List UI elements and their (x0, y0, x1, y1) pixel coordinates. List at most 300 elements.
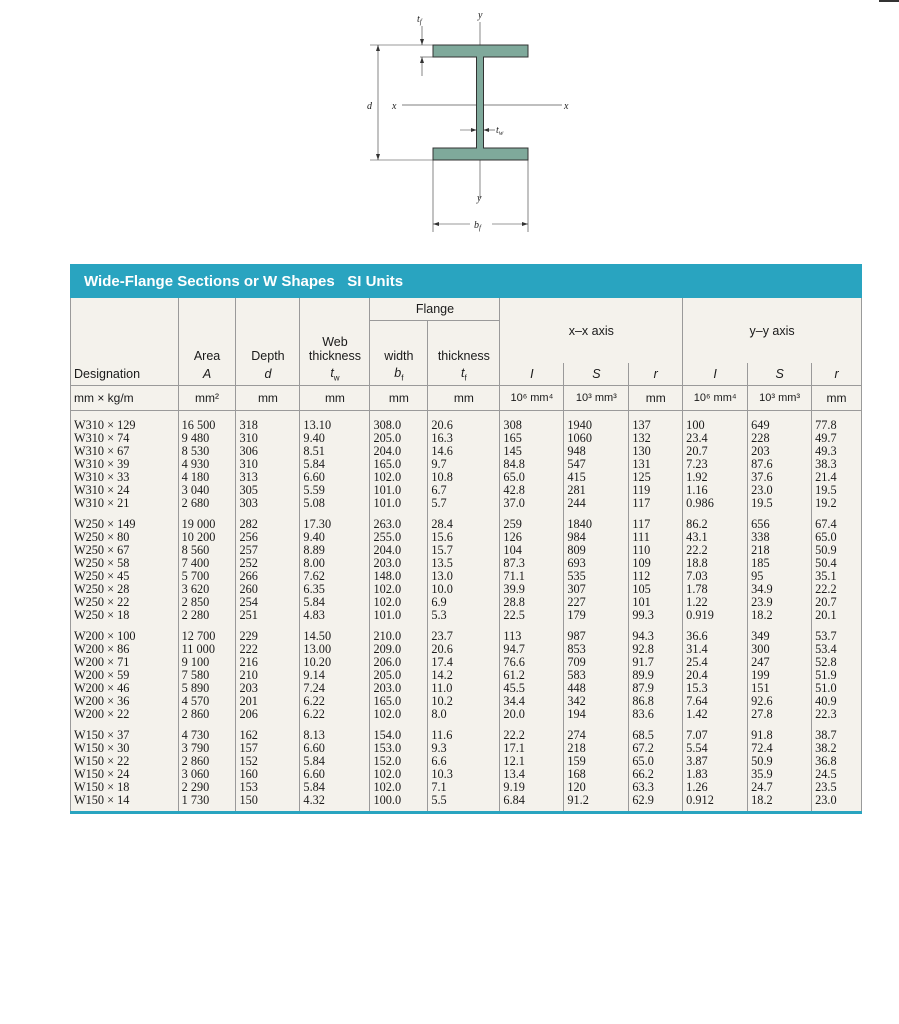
cell-ry: 49.3 (812, 445, 862, 458)
cell-flange-width: 205.0 (370, 669, 428, 682)
cell-ix: 22.5 (500, 609, 564, 622)
cell-flange-thickness: 15.6 (428, 531, 500, 544)
cell-area: 5 700 (178, 570, 236, 583)
cell-designation: W200 × 71 (71, 656, 179, 669)
cell-web-thickness: 5.84 (300, 458, 370, 471)
cell-depth: 201 (236, 695, 300, 708)
table-row (71, 622, 862, 643)
cell-flange-width: 102.0 (370, 583, 428, 596)
cell-flange-width: 101.0 (370, 609, 428, 622)
xx-axis-header: x–x axis (500, 298, 683, 363)
cell-rx: 130 (629, 445, 683, 458)
cell-ry: 19.2 (812, 497, 862, 510)
cell-designation: W310 × 21 (71, 497, 179, 510)
cell-sy: 228 (748, 432, 812, 445)
tf-arrowhead-bottom (420, 57, 424, 63)
cell-area: 4 180 (178, 471, 236, 484)
cell-flange-thickness: 9.7 (428, 458, 500, 471)
cell-iy: 86.2 (683, 510, 748, 531)
table-row (71, 570, 862, 583)
area-symbol: A (178, 363, 236, 386)
cell-area: 2 860 (178, 755, 236, 768)
cell-web-thickness: 8.51 (300, 445, 370, 458)
cell-ix: 65.0 (500, 471, 564, 484)
cell-iy: 18.8 (683, 557, 748, 570)
cell-web-thickness: 8.00 (300, 557, 370, 570)
cell-area: 2 850 (178, 596, 236, 609)
cell-flange-width: 263.0 (370, 510, 428, 531)
cell-flange-width: 210.0 (370, 622, 428, 643)
unit-sy: 10³ mm³ (748, 386, 812, 411)
cell-designation: W200 × 86 (71, 643, 179, 656)
tw-arrowhead-right (484, 128, 490, 132)
table-row (71, 432, 862, 445)
cell-sx: 415 (564, 471, 629, 484)
cell-area: 19 000 (178, 510, 236, 531)
cell-depth: 266 (236, 570, 300, 583)
cell-rx: 117 (629, 510, 683, 531)
cell-area: 4 570 (178, 695, 236, 708)
cell-ry: 51.9 (812, 669, 862, 682)
cell-ry: 77.8 (812, 411, 862, 433)
cell-ix: 9.19 (500, 781, 564, 794)
cell-flange-thickness: 13.5 (428, 557, 500, 570)
cell-sy: 247 (748, 656, 812, 669)
cell-sx: 307 (564, 583, 629, 596)
cell-ry: 22.3 (812, 708, 862, 721)
cell-depth: 222 (236, 643, 300, 656)
cell-depth: 210 (236, 669, 300, 682)
table-title: Wide-Flange Sections or W Shapes SI Units (70, 264, 862, 298)
cell-area: 3 790 (178, 742, 236, 755)
cell-ix: 76.6 (500, 656, 564, 669)
unit-iy: 10⁶ mm⁴ (683, 386, 748, 411)
cell-rx: 109 (629, 557, 683, 570)
cell-flange-thickness: 10.2 (428, 695, 500, 708)
cell-depth: 150 (236, 794, 300, 811)
cell-designation: W200 × 100 (71, 622, 179, 643)
cell-sy: 91.8 (748, 721, 812, 742)
cell-sx: 218 (564, 742, 629, 755)
cell-web-thickness: 13.00 (300, 643, 370, 656)
cell-depth: 160 (236, 768, 300, 781)
cell-flange-width: 102.0 (370, 596, 428, 609)
cell-depth: 306 (236, 445, 300, 458)
cell-ix: 17.1 (500, 742, 564, 755)
y-bottom-label: y (477, 193, 482, 204)
cell-designation: W250 × 45 (71, 570, 179, 583)
cell-sy: 151 (748, 682, 812, 695)
web-thickness-header: Web thickness (300, 321, 370, 364)
cell-sx: 1940 (564, 411, 629, 433)
cell-ix: 61.2 (500, 669, 564, 682)
cell-iy: 1.92 (683, 471, 748, 484)
cell-ix: 113 (500, 622, 564, 643)
cell-rx: 131 (629, 458, 683, 471)
cell-web-thickness: 5.84 (300, 781, 370, 794)
cell-ix: 259 (500, 510, 564, 531)
cell-iy: 23.4 (683, 432, 748, 445)
cell-ry: 21.4 (812, 471, 862, 484)
cell-ry: 53.7 (812, 622, 862, 643)
cell-area: 2 280 (178, 609, 236, 622)
cell-iy: 43.1 (683, 531, 748, 544)
cell-flange-thickness: 11.6 (428, 721, 500, 742)
tf-arrowhead-top (420, 39, 424, 45)
depth-symbol: d (236, 363, 300, 386)
cell-ix: 145 (500, 445, 564, 458)
cell-sx: 194 (564, 708, 629, 721)
cell-area: 7 400 (178, 557, 236, 570)
cell-area: 2 860 (178, 708, 236, 721)
bf-arrowhead-left (433, 222, 439, 226)
cell-ix: 94.7 (500, 643, 564, 656)
properties-table (70, 298, 862, 811)
cell-flange-width: 165.0 (370, 458, 428, 471)
designation-header: Designation (71, 363, 179, 386)
table-body (71, 411, 862, 812)
cell-ix: 22.2 (500, 721, 564, 742)
cell-sy: 27.8 (748, 708, 812, 721)
cell-flange-width: 209.0 (370, 643, 428, 656)
cell-ix: 87.3 (500, 557, 564, 570)
cell-web-thickness: 9.40 (300, 531, 370, 544)
cell-designation: W200 × 22 (71, 708, 179, 721)
cell-flange-thickness: 7.1 (428, 781, 500, 794)
cell-rx: 68.5 (629, 721, 683, 742)
cell-iy: 1.42 (683, 708, 748, 721)
cell-sy: 218 (748, 544, 812, 557)
cell-flange-thickness: 14.6 (428, 445, 500, 458)
cell-flange-width: 101.0 (370, 484, 428, 497)
cell-ix: 42.8 (500, 484, 564, 497)
cell-sy: 338 (748, 531, 812, 544)
cell-area: 16 500 (178, 411, 236, 433)
table-row (71, 583, 862, 596)
cell-ry: 53.4 (812, 643, 862, 656)
cell-designation: W150 × 30 (71, 742, 179, 755)
cell-iy: 0.912 (683, 794, 748, 811)
cell-ix: 34.4 (500, 695, 564, 708)
cell-ry: 36.8 (812, 755, 862, 768)
cell-ry: 22.2 (812, 583, 862, 596)
cell-sy: 95 (748, 570, 812, 583)
cell-sx: 342 (564, 695, 629, 708)
cell-designation: W250 × 18 (71, 609, 179, 622)
cell-ry: 52.8 (812, 656, 862, 669)
unit-depth: mm (236, 386, 300, 411)
cell-iy: 7.64 (683, 695, 748, 708)
cell-area: 11 000 (178, 643, 236, 656)
cell-sy: 19.5 (748, 497, 812, 510)
cell-sx: 547 (564, 458, 629, 471)
cell-flange-thickness: 20.6 (428, 411, 500, 433)
cell-flange-width: 102.0 (370, 768, 428, 781)
cell-depth: 254 (236, 596, 300, 609)
cell-rx: 132 (629, 432, 683, 445)
cell-ry: 35.1 (812, 570, 862, 583)
cell-sy: 300 (748, 643, 812, 656)
cell-area: 4 930 (178, 458, 236, 471)
cell-flange-thickness: 10.8 (428, 471, 500, 484)
cell-rx: 86.8 (629, 695, 683, 708)
cell-designation: W250 × 67 (71, 544, 179, 557)
cell-rx: 91.7 (629, 656, 683, 669)
cell-sy: 18.2 (748, 794, 812, 811)
table-row (71, 656, 862, 669)
unit-ix: 10⁶ mm⁴ (500, 386, 564, 411)
cell-sy: 199 (748, 669, 812, 682)
table-row (71, 445, 862, 458)
tw-arrowhead-left (471, 128, 477, 132)
cell-web-thickness: 4.32 (300, 794, 370, 811)
cell-web-thickness: 10.20 (300, 656, 370, 669)
cell-web-thickness: 4.83 (300, 609, 370, 622)
cell-depth: 313 (236, 471, 300, 484)
cell-area: 8 560 (178, 544, 236, 557)
cell-iy: 25.4 (683, 656, 748, 669)
unit-tf: mm (428, 386, 500, 411)
cell-iy: 1.78 (683, 583, 748, 596)
cell-iy: 15.3 (683, 682, 748, 695)
cell-ix: 84.8 (500, 458, 564, 471)
cell-rx: 137 (629, 411, 683, 433)
cell-web-thickness: 14.50 (300, 622, 370, 643)
cell-sy: 203 (748, 445, 812, 458)
cell-flange-thickness: 11.0 (428, 682, 500, 695)
cell-ix: 6.84 (500, 794, 564, 811)
cell-ry: 65.0 (812, 531, 862, 544)
cell-flange-thickness: 14.2 (428, 669, 500, 682)
table-row (71, 682, 862, 695)
cell-flange-thickness: 16.3 (428, 432, 500, 445)
cell-sy: 72.4 (748, 742, 812, 755)
cell-rx: 66.2 (629, 768, 683, 781)
cell-web-thickness: 6.35 (300, 583, 370, 596)
table-row (71, 755, 862, 768)
cell-designation: W310 × 74 (71, 432, 179, 445)
cell-ry: 23.0 (812, 794, 862, 811)
cell-ry: 20.7 (812, 596, 862, 609)
cell-sx: 948 (564, 445, 629, 458)
cell-depth: 152 (236, 755, 300, 768)
cell-sx: 91.2 (564, 794, 629, 811)
cell-depth: 257 (236, 544, 300, 557)
cell-flange-thickness: 17.4 (428, 656, 500, 669)
cell-sy: 656 (748, 510, 812, 531)
cell-sx: 693 (564, 557, 629, 570)
yy-axis-header: y–y axis (683, 298, 862, 363)
iy-symbol: I (683, 363, 748, 386)
ry-symbol: r (812, 363, 862, 386)
cell-flange-width: 153.0 (370, 742, 428, 755)
cell-ry: 24.5 (812, 768, 862, 781)
table-row (71, 609, 862, 622)
cell-web-thickness: 5.84 (300, 596, 370, 609)
table-row (71, 695, 862, 708)
cell-web-thickness: 5.84 (300, 755, 370, 768)
cell-sy: 185 (748, 557, 812, 570)
table-row (71, 411, 862, 433)
cell-web-thickness: 7.62 (300, 570, 370, 583)
cell-flange-width: 102.0 (370, 708, 428, 721)
table-row (71, 742, 862, 755)
cell-sy: 23.0 (748, 484, 812, 497)
cell-designation: W200 × 36 (71, 695, 179, 708)
cell-depth: 303 (236, 497, 300, 510)
flange-thickness-header: thickness (428, 321, 500, 364)
cell-sx: 179 (564, 609, 629, 622)
cell-sx: 709 (564, 656, 629, 669)
cell-web-thickness: 6.60 (300, 742, 370, 755)
cell-sx: 244 (564, 497, 629, 510)
cell-depth: 157 (236, 742, 300, 755)
cell-designation: W150 × 14 (71, 794, 179, 811)
table-row (71, 669, 862, 682)
table-row (71, 531, 862, 544)
cell-flange-thickness: 20.6 (428, 643, 500, 656)
cell-flange-width: 101.0 (370, 497, 428, 510)
cell-designation: W200 × 46 (71, 682, 179, 695)
cell-sy: 23.9 (748, 596, 812, 609)
cell-ry: 50.4 (812, 557, 862, 570)
cell-depth: 305 (236, 484, 300, 497)
cell-designation: W310 × 39 (71, 458, 179, 471)
table-row (71, 484, 862, 497)
cell-sx: 535 (564, 570, 629, 583)
cell-ry: 38.2 (812, 742, 862, 755)
cell-flange-width: 100.0 (370, 794, 428, 811)
unit-area: mm² (178, 386, 236, 411)
cell-sy: 24.7 (748, 781, 812, 794)
cell-rx: 112 (629, 570, 683, 583)
cell-web-thickness: 5.08 (300, 497, 370, 510)
cell-iy: 1.16 (683, 484, 748, 497)
cell-rx: 62.9 (629, 794, 683, 811)
cell-iy: 7.23 (683, 458, 748, 471)
cell-area: 10 200 (178, 531, 236, 544)
cell-area: 4 730 (178, 721, 236, 742)
cell-rx: 117 (629, 497, 683, 510)
cell-rx: 94.3 (629, 622, 683, 643)
cell-iy: 100 (683, 411, 748, 433)
sx-symbol: S (564, 363, 629, 386)
cell-designation: W250 × 28 (71, 583, 179, 596)
cell-area: 12 700 (178, 622, 236, 643)
tf-symbol: $t_f$ (428, 363, 500, 386)
x-left-label: x (392, 101, 397, 112)
cell-flange-thickness: 13.0 (428, 570, 500, 583)
cell-sx: 120 (564, 781, 629, 794)
cell-designation: W310 × 129 (71, 411, 179, 433)
cell-sy: 92.6 (748, 695, 812, 708)
cell-iy: 1.83 (683, 768, 748, 781)
cell-iy: 20.4 (683, 669, 748, 682)
cell-depth: 206 (236, 708, 300, 721)
cell-web-thickness: 8.13 (300, 721, 370, 742)
area-header: Area (178, 321, 236, 364)
cell-rx: 101 (629, 596, 683, 609)
cell-designation: W250 × 80 (71, 531, 179, 544)
unit-rx: mm (629, 386, 683, 411)
cell-ry: 67.4 (812, 510, 862, 531)
cell-flange-width: 165.0 (370, 695, 428, 708)
cell-ry: 20.1 (812, 609, 862, 622)
cell-ry: 38.3 (812, 458, 862, 471)
cell-iy: 7.03 (683, 570, 748, 583)
cell-ix: 104 (500, 544, 564, 557)
cell-designation: W150 × 37 (71, 721, 179, 742)
rx-symbol: r (629, 363, 683, 386)
cell-ry: 38.7 (812, 721, 862, 742)
cell-ry: 49.7 (812, 432, 862, 445)
table-row (71, 643, 862, 656)
table-row (71, 721, 862, 742)
cell-iy: 0.986 (683, 497, 748, 510)
cell-area: 2 290 (178, 781, 236, 794)
tf-label: $t_f$ (417, 14, 422, 26)
d-arrowhead-top (376, 45, 380, 51)
cell-area: 3 060 (178, 768, 236, 781)
cell-rx: 65.0 (629, 755, 683, 768)
cell-ix: 28.8 (500, 596, 564, 609)
wide-flange-table (70, 264, 862, 814)
cell-flange-thickness: 6.7 (428, 484, 500, 497)
cell-area: 2 680 (178, 497, 236, 510)
cell-iy: 5.54 (683, 742, 748, 755)
cell-rx: 89.9 (629, 669, 683, 682)
depth-header: Depth (236, 321, 300, 364)
cell-flange-thickness: 15.7 (428, 544, 500, 557)
cell-iy: 7.07 (683, 721, 748, 742)
cell-iy: 20.7 (683, 445, 748, 458)
cell-sx: 583 (564, 669, 629, 682)
cell-web-thickness: 9.40 (300, 432, 370, 445)
cell-web-thickness: 7.24 (300, 682, 370, 695)
cell-designation: W310 × 24 (71, 484, 179, 497)
cell-ix: 71.1 (500, 570, 564, 583)
i-section-shape (433, 45, 528, 160)
cell-ry: 51.0 (812, 682, 862, 695)
cell-flange-width: 154.0 (370, 721, 428, 742)
cell-sx: 159 (564, 755, 629, 768)
cell-depth: 252 (236, 557, 300, 570)
cell-flange-width: 308.0 (370, 411, 428, 433)
d-arrowhead-bottom (376, 154, 380, 160)
table-row (71, 510, 862, 531)
cell-depth: 260 (236, 583, 300, 596)
cell-sy: 349 (748, 622, 812, 643)
table-row (71, 471, 862, 484)
cell-ix: 165 (500, 432, 564, 445)
table-row (71, 458, 862, 471)
cell-web-thickness: 6.60 (300, 768, 370, 781)
unit-bf: mm (370, 386, 428, 411)
cell-ix: 20.0 (500, 708, 564, 721)
cell-ix: 126 (500, 531, 564, 544)
unit-ry: mm (812, 386, 862, 411)
table-bottom-rule (70, 811, 862, 814)
cell-flange-width: 206.0 (370, 656, 428, 669)
cell-flange-width: 205.0 (370, 432, 428, 445)
cell-ry: 23.5 (812, 781, 862, 794)
sy-symbol: S (748, 363, 812, 386)
cell-sy: 18.2 (748, 609, 812, 622)
bf-symbol: $b_f$ (370, 363, 428, 386)
cell-rx: 125 (629, 471, 683, 484)
cell-ix: 308 (500, 411, 564, 433)
cell-ry: 50.9 (812, 544, 862, 557)
